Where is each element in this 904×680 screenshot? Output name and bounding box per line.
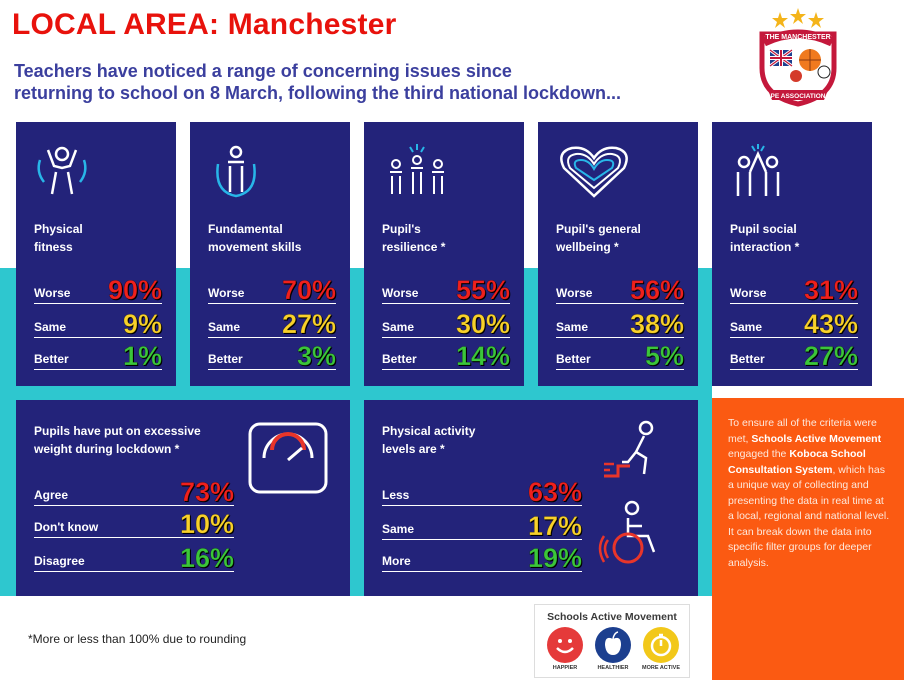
row-better: [730, 340, 858, 370]
schools-active-movement-logo: [534, 604, 690, 678]
card-excessive-weight: [16, 400, 350, 596]
subtitle-line-1: Teachers have noticed a range of concerning issues since: [14, 61, 512, 81]
row-value: 17%: [527, 511, 582, 541]
row-label: Same: [730, 320, 763, 334]
row-same: [730, 308, 858, 338]
row-worse: [730, 274, 858, 304]
info-text-bold: Schools Active Movement: [751, 432, 882, 445]
footnote: *More or less than 100% due to rounding: [28, 632, 247, 646]
row-value: 14%: [455, 341, 510, 371]
page-subtitle: [14, 60, 704, 104]
heading-line-1: Physical: [34, 222, 83, 236]
high-five-icon: [730, 142, 786, 202]
row-value: 30%: [455, 309, 510, 339]
heading-line-1: Physical activity: [382, 424, 476, 438]
row-label: Better: [556, 352, 591, 366]
card-heading: [730, 220, 870, 256]
info-panel: [712, 398, 904, 680]
card-pupil-social-interaction: [712, 122, 872, 386]
sam-title: Schools Active Movement: [547, 611, 677, 623]
more-active-label: MORE ACTIVE: [642, 665, 680, 671]
row-dont-know: [34, 508, 234, 538]
row-value: 90%: [107, 275, 162, 305]
row-label: Worse: [730, 286, 767, 300]
info-text: [728, 416, 892, 571]
card-physical-fitness: [16, 122, 176, 386]
row-value: 73%: [179, 477, 234, 507]
heading-line-2: weight during lockdown *: [34, 442, 180, 456]
row-label: Worse: [34, 286, 71, 300]
row-label: Agree: [34, 488, 69, 502]
heading-line-1: Pupils have put on excessive: [34, 424, 201, 438]
row-value: 38%: [629, 309, 684, 339]
row-value: 56%: [629, 275, 684, 305]
row-disagree: [34, 542, 234, 572]
logo-text-bottom: PE ASSOCIATION: [770, 93, 826, 100]
row-better: [382, 340, 510, 370]
row-worse: [556, 274, 684, 304]
row-label: More: [382, 554, 411, 568]
stairs-climbing-icon: [600, 418, 666, 484]
cheering-group-icon: [382, 142, 452, 202]
skipping-rope-icon: [208, 142, 264, 202]
wheelchair-icon: [598, 498, 668, 568]
card-heading: [34, 422, 234, 458]
happier-label: HAPPIER: [552, 665, 578, 671]
info-text-part: engaged the: [728, 448, 790, 460]
heading-line-2: wellbeing *: [556, 240, 619, 254]
info-text-bold: Koboca School Consultation System: [728, 448, 866, 476]
row-same: [382, 510, 582, 540]
card-heading: [556, 220, 696, 256]
row-value: 70%: [281, 275, 336, 305]
row-same: [208, 308, 336, 338]
row-value: 5%: [644, 341, 684, 371]
scale-icon: [246, 420, 330, 496]
row-label: Same: [382, 522, 415, 536]
card-pupil-resilience: [364, 122, 524, 386]
row-worse: [34, 274, 162, 304]
info-text-part: To ensure all of the criteria were met,: [728, 417, 877, 445]
jumping-person-icon: [34, 142, 90, 202]
row-label: Worse: [382, 286, 419, 300]
heart-icon: [556, 142, 632, 202]
row-label: Same: [382, 320, 415, 334]
row-value: 31%: [803, 275, 858, 305]
row-label: Don't know: [34, 520, 99, 534]
healthier-icon: [595, 627, 631, 663]
row-value: 19%: [527, 543, 582, 573]
manchester-pe-association-logo: [748, 8, 848, 108]
logo-text-top: THE MANCHESTER: [765, 34, 831, 41]
row-label: Worse: [556, 286, 593, 300]
row-same: [34, 308, 162, 338]
row-same: [382, 308, 510, 338]
row-value: 43%: [803, 309, 858, 339]
row-value: 9%: [122, 309, 162, 339]
card-heading: [382, 220, 522, 256]
row-more: [382, 542, 582, 572]
heading-line-2: movement skills: [208, 240, 302, 254]
heading-line-1: Pupil's: [382, 222, 421, 236]
heading-line-2: resilience *: [382, 240, 446, 254]
heading-line-1: Fundamental: [208, 222, 283, 236]
row-label: Worse: [208, 286, 245, 300]
healthier-label: HEALTHIER: [597, 665, 629, 671]
heading-line-2: fitness: [34, 240, 73, 254]
card-heading: [34, 220, 174, 256]
row-label: Same: [34, 320, 67, 334]
row-value: 16%: [179, 543, 234, 573]
row-value: 55%: [455, 275, 510, 305]
row-value: 3%: [296, 341, 336, 371]
row-worse: [208, 274, 336, 304]
page-title: LOCAL AREA: Manchester: [12, 8, 397, 41]
card-fundamental-movement-skills: [190, 122, 350, 386]
card-pupil-wellbeing: [538, 122, 698, 386]
card-heading: [382, 422, 582, 458]
happier-icon: [547, 627, 583, 663]
row-better: [556, 340, 684, 370]
heading-line-2: levels are *: [382, 442, 445, 456]
row-label: Disagree: [34, 554, 85, 568]
more-active-icon: [643, 627, 679, 663]
info-text-part: , which has a unique way of collecting and presenting the data in real time at a local, regional and national level. It can break down the data into specific filter groups for deeper analysis.: [728, 463, 890, 569]
row-label: Same: [208, 320, 241, 334]
row-label: Better: [730, 352, 765, 366]
heading-line-1: Pupil's general: [556, 222, 641, 236]
row-label: Same: [556, 320, 589, 334]
subtitle-line-2: returning to school on 8 March, following the third national lockdown...: [14, 83, 621, 103]
row-agree: [34, 476, 234, 506]
card-heading: [208, 220, 348, 256]
row-label: Better: [208, 352, 243, 366]
row-worse: [382, 274, 510, 304]
row-better: [208, 340, 336, 370]
card-physical-activity: [364, 400, 698, 596]
row-label: Better: [34, 352, 69, 366]
row-value: 63%: [527, 477, 582, 507]
row-better: [34, 340, 162, 370]
row-same: [556, 308, 684, 338]
row-label: Less: [382, 488, 410, 502]
row-less: [382, 476, 582, 506]
row-value: 27%: [281, 309, 336, 339]
heading-line-2: interaction *: [730, 240, 800, 254]
row-value: 10%: [179, 509, 234, 539]
row-value: 27%: [803, 341, 858, 371]
heading-line-1: Pupil social: [730, 222, 797, 236]
row-value: 1%: [122, 341, 162, 371]
row-label: Better: [382, 352, 417, 366]
